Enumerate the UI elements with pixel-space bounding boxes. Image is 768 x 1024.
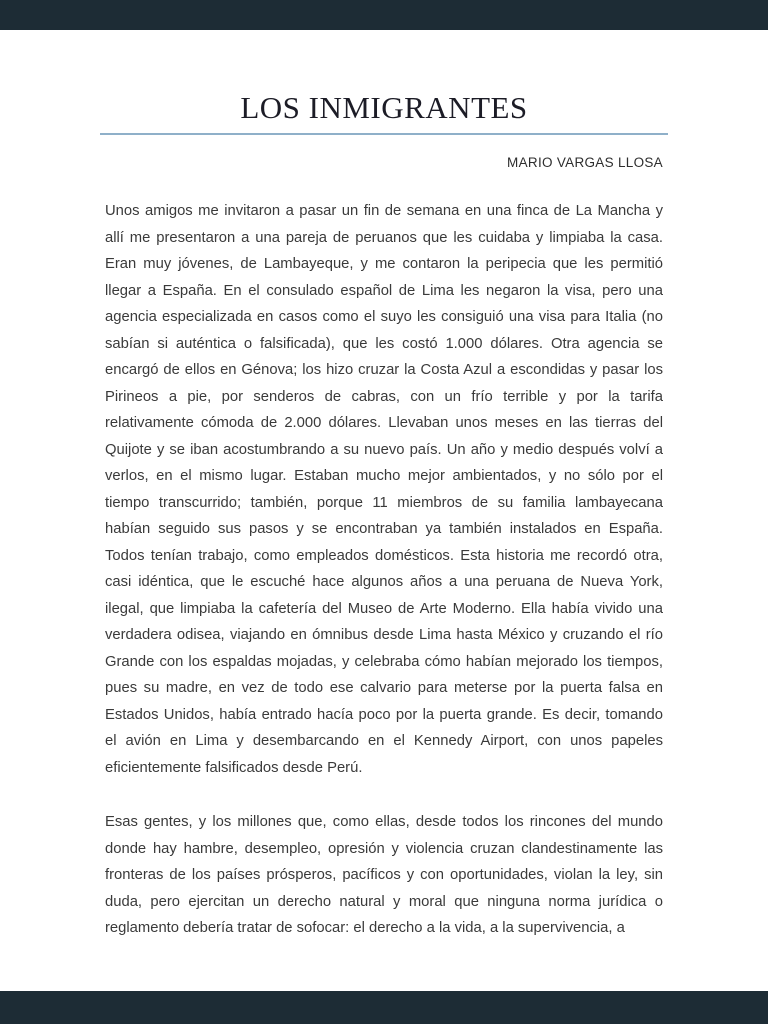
viewer-top-bar <box>0 0 768 30</box>
author-byline: MARIO VARGAS LLOSA <box>507 155 663 170</box>
viewer-bottom-bar <box>0 991 768 1024</box>
paragraph: Esas gentes, y los millones que, como ellas, desde todos los rincones del mundo donde hay hambre, desempleo, opresión y violencia cruzan clandestinamente las fronteras de los países prósperos, pacíficos y con oportunidades, violan la ley, sin duda, pero ejercitan un derecho natural y moral que ninguna norma jurídica o reglamento debería tratar de sofocar: el derecho a la vida, a la supervivencia, a <box>105 814 663 936</box>
document-body <box>105 198 663 942</box>
document-title: LOS INMIGRANTES <box>240 90 528 125</box>
paragraph: Unos amigos me invitaron a pasar un fin de semana en una finca de La Mancha y allí me presentaron a una pareja de peruanos que les cuidaba y limpiaba la casa. Eran muy jóvenes, de Lambayeque, y me contaron la peripecia que les permitió llegar a España. En el consulado español de Lima les negaron la visa, pero una agencia especializada en casos como el suyo les consiguió una visa para Italia (no sabían si auténtica o falsificada), que les costó 1.000 dólares. Otra agencia se encargó de ellos en Génova; los hizo cruzar la Costa Azul a escondidas y pasar los Pirineos a pie, por senderos de cabras, con un frío terrible y por la tarifa relativamente cómoda de 2.000 dólares. Llevaban unos meses en las tierras del Quijote y se iban acostumbrando a su nuevo país. Un año y medio después volví a verlos, en el mismo lugar. Estaban mucho mejor ambientados, y no sólo por el tiempo transcurrido; también, porque 11 miembros de su familia lambayecana habían seguido sus pasos y se encontraban ya también instalados en España. Todos tenían trabajo, como empleados domésticos. Esta historia me recordó otra, casi idéntica, que le escuché hace algunos años a una peruana de Nueva York, ilegal, que limpiaba la cafetería del Museo de Arte Moderno. Ella había vivido una verdadera odisea, viajando en ómnibus desde Lima hasta México y cruzando el río Grande con los espaldas mojadas, y celebraba cómo habían mejorado los tiempos, pues su madre, en vez de todo ese calvario para meterse por la puerta falsa en Estados Unidos, había entrado hacía poco por la puerta grande. Es decir, tomando el avión en Lima y desembarcando en el Kennedy Airport, con unos papeles eficientemente falsificados desde Perú. <box>105 203 663 776</box>
document-page <box>0 30 768 991</box>
title-divider <box>100 133 668 135</box>
